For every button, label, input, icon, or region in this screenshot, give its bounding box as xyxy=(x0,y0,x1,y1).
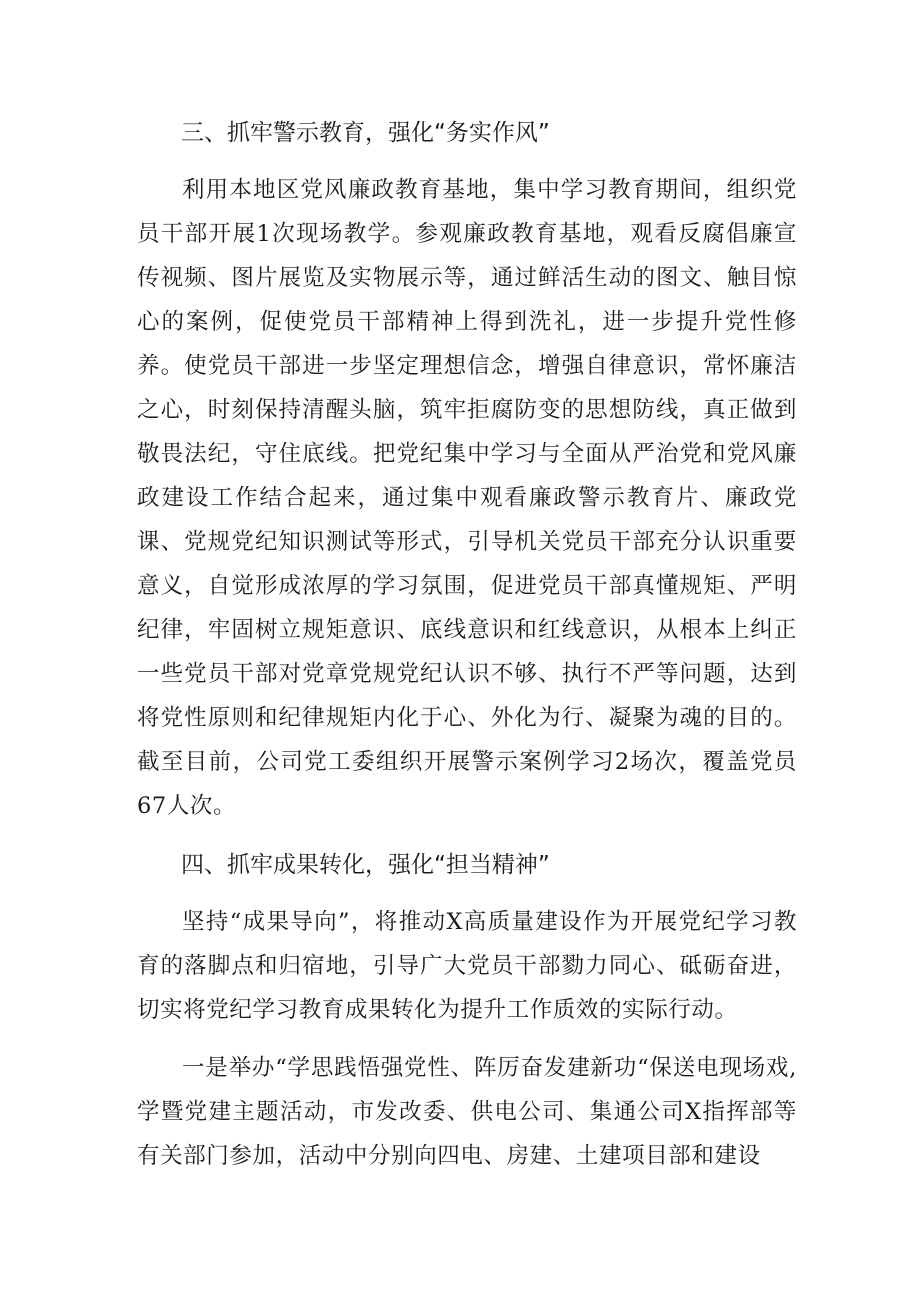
section-4-paragraph-2: 一是举办“学思践悟强党性、阵厉奋发建新功“保送电现场戏,学暨党建主题活动，市发改委、供电公司、集通公司X指挥部等有关部门参加，活动中分别向四电、房建、土建项目部和建设 xyxy=(137,1055,797,1169)
section-3-paragraph: 利用本地区党风廉政教育基地，集中学习教育期间，组织党员干部开展1次现场教学。参观廉政教育基地，观看反腐倡廉宣传视频、图片展览及实物展示等，通过鲜活生动的图文、触目惊心的案例，促使党员干部精神上得到洗礼，进一步提升党性修养。使党员干部进一步坚定理想信念，增强自律意识，常怀廉洁之心，时刻保持清醒头脑，筑牢拒腐防变的思想防线，真正做到敬畏法纪，守住底线。把党纪集中学习与全面从严治党和党风廉政建设工作结合起来，通过集中观看廉政警示教育片、廉政党课、党规党纪知识测试等形式，引导机关党员干部充分认识重要意义，自觉形成浓厚的学习氛围，促进党员干部真懂规矩、严明纪律，牢固树立规矩意识、底线意识和红线意识，从根本上纠正一些党员干部对党章党规党纪认识不够、执行不严等问题，达到将党性原则和纪律规矩内化于心、外化为行、凝聚为魂的目的。截至目前，公司党工委组织开展警示案例学习2场次，覆盖党员67人次。 xyxy=(137,177,797,819)
section-4-heading: 四、抓牢成果转化，强化“担当精神” xyxy=(181,852,550,878)
section-3-heading: 三、抓牢警示教育，强化“务实作风” xyxy=(181,120,550,146)
section-4-paragraph-1: 坚持“成果导向”，将推动X高质量建设作为开展党纪学习教育的落脚点和归宿地，引导广大党员干部勠力同心、砥砺奋进，切实将党纪学习教育成果转化为提升工作质效的实际行动。 xyxy=(137,909,797,1023)
